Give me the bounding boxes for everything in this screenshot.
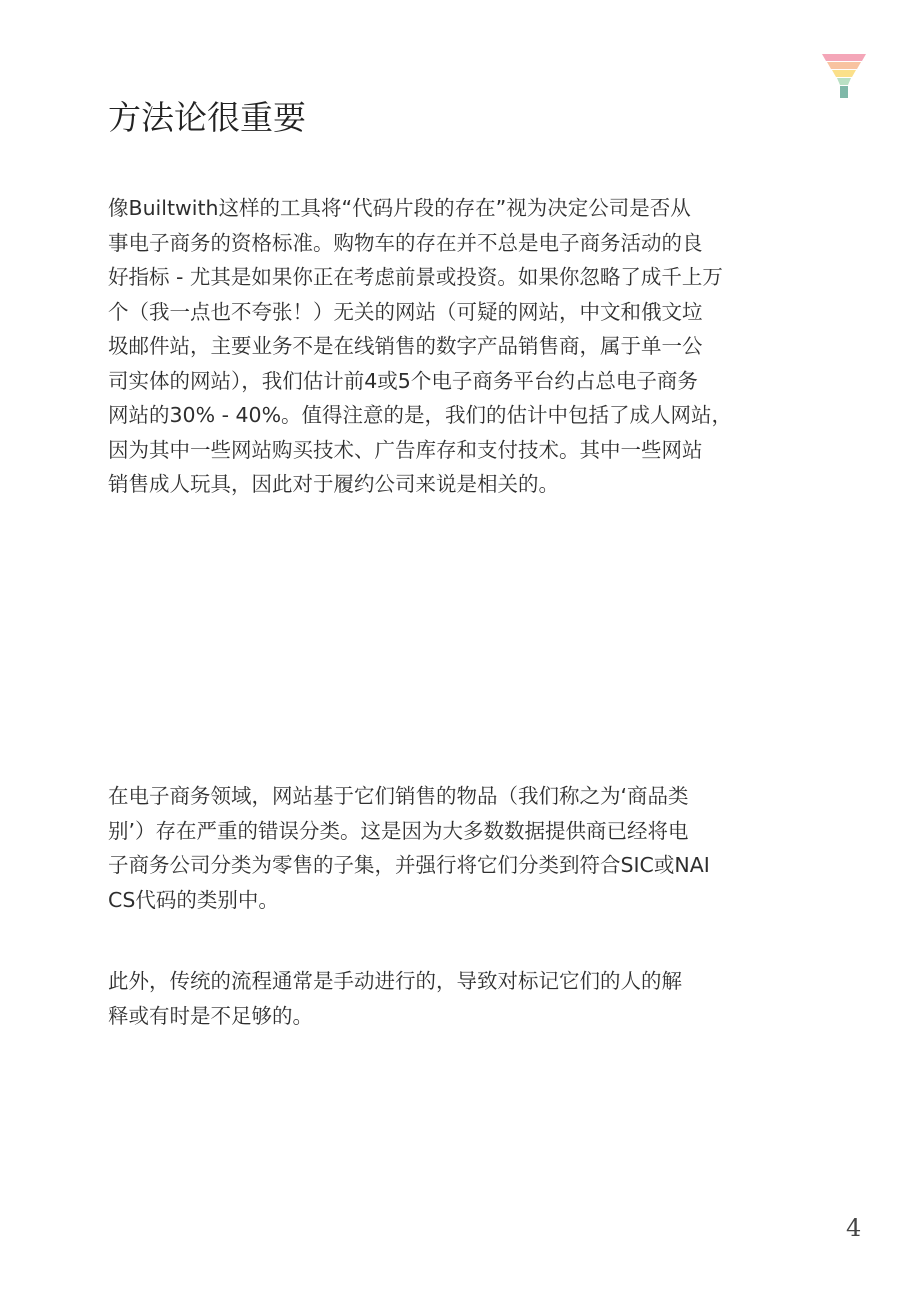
page-number: 4 xyxy=(846,1214,862,1242)
body-paragraph-1: 像Builtwith这样的工具将“代码片段的存在”视为决定公司是否从 事电子商务的资格标准。购物车的存在并不总是电子商务活动的良 好指标 - 尤其是如果你正在考虑前景或投资。如果你忽略了成千上万 个（我一点也不夸张！）无关的网站（可疑的网站，中文和俄文垃 圾邮件站，主要业务不是在线销售的数字产品销售商，属于单一公 司实体的网站），我们估计前4或5个电子商务平台约占总电子商务 网站的30% - 40%。值得注意的是，我们的估计中包括了成人网站， 因为其中一些网站购买技术、广告库存和支付技术。其中一些网站 销售成人玩具，因此对于履约公司来说是相关的。 xyxy=(108,196,733,496)
body-paragraph-3: 此外，传统的流程通常是手动进行的，导致对标记它们的人的解 释或有时是不足够的。 xyxy=(108,969,682,1028)
page-title: 方法论很重要 xyxy=(108,98,306,137)
body-paragraph-2: 在电子商务领域，网站基于它们销售的物品（我们称之为‘商品类 别’）存在严重的错误分类。这是因为大多数数据提供商已经将电 子商务公司分类为零售的子集，并强行将它们分类到符合SIC或NAI CS代码的类别中。 xyxy=(108,784,710,912)
funnel-logo-icon xyxy=(822,54,866,100)
